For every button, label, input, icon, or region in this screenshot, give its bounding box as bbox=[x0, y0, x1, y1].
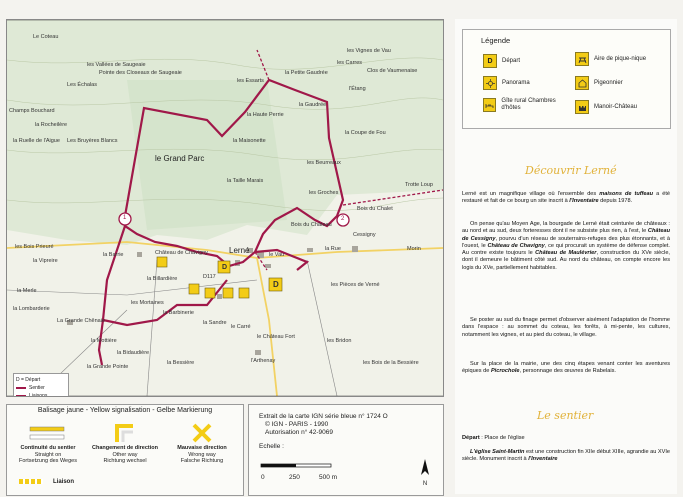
place-label: Bois du Chalet bbox=[357, 206, 393, 212]
map-legend bbox=[13, 373, 69, 397]
place-label: Bois du Château bbox=[291, 222, 332, 228]
discover-paragraph-4: Sur la place de la mairie, une des cinq étapes venant conter les aventures épiques de Picrochole, personnage des œuvres de Rabelais. bbox=[462, 361, 670, 375]
place-label: l'Étang bbox=[349, 86, 366, 92]
place-label: la Barbinerie bbox=[163, 310, 194, 316]
place-label: la Petite Gaudrée bbox=[285, 70, 328, 76]
wrong-way-sign: Mauvaise direction Wrong way Falsche Richtung bbox=[167, 421, 237, 465]
place-label: les Vignes de Vau bbox=[347, 48, 391, 54]
road-label: D117 bbox=[203, 274, 216, 280]
discover-paragraph-1: Lerné est un magnifique village où l'ensemble des maisons de tuffeau a été restauré et fait de ce bourg un site inscrit à l'Inventaire depuis 1978. bbox=[462, 191, 671, 205]
source-panel bbox=[248, 404, 444, 496]
place-label: la Merle bbox=[17, 288, 37, 294]
source-line-1: Extrait de la carte IGN série bleue n° 1724 O bbox=[259, 413, 388, 420]
place-label: la Bessière bbox=[167, 360, 195, 366]
liaison-legend: Liaison bbox=[19, 479, 74, 485]
straight-on-icon bbox=[13, 421, 83, 445]
discover-paragraph-2: On pense qu'au Moyen Age, la bourgade de Lerné était ceinturée de châteaux : au nord et au sud, deux forteresses dont il ne subsiste plus rien, à l'est, le Château de Cessigny, pourvu d'un réseau de souterrains-refuges des plus étonnants, et à l'ouest, le Château de Chavigny, ce qui procurait un système de défense complet. Au contre existe toujours le Château de Maulévrier, construction du XVe siècle, dont il demeure le bâtiment côté sud. Au nord du château, on compte encore les logis du XVe, partiellement habitables. bbox=[462, 221, 670, 271]
pigeon-house-icon bbox=[575, 76, 589, 90]
place-label: la Rocheilère bbox=[35, 122, 68, 128]
change-direction-icon bbox=[90, 421, 160, 445]
start-icon: D bbox=[483, 54, 497, 68]
place-label: les Bois de la Bessière bbox=[363, 360, 419, 366]
place-label: les Bois Prieuré bbox=[15, 244, 54, 250]
source-line-3: Autorisation n° 42-9069 bbox=[265, 429, 334, 436]
place-label: les Bridon bbox=[327, 338, 352, 344]
legend-gite-item: Gîte rural Chambres d'hôtes bbox=[483, 98, 573, 112]
legend-box bbox=[462, 29, 671, 129]
scale-tick: 0 bbox=[261, 474, 265, 481]
balisage-panel bbox=[6, 404, 244, 496]
change-direction-sign: Changement de direction Other way Richtung wechsel bbox=[90, 421, 160, 465]
place-label: Champs Bouchard bbox=[9, 108, 55, 114]
place-label: le Château Fort bbox=[257, 334, 295, 340]
legend-title: Légende bbox=[481, 36, 511, 45]
place-label: la Maisonette bbox=[233, 138, 266, 144]
legend-sentier: Sentier bbox=[16, 384, 66, 392]
place-label: les Essarts bbox=[237, 78, 264, 84]
place-label: Trotte Loup bbox=[405, 182, 433, 188]
balisage-title: Balisage jaune - Yellow signalisation - Gelbe Markierung bbox=[37, 407, 213, 414]
place-label: la Sandre bbox=[203, 320, 227, 326]
place-label: la Lombarderie bbox=[13, 306, 50, 312]
hiking-map[interactable] bbox=[6, 19, 444, 397]
place-label: la Gaudrée bbox=[299, 102, 327, 108]
scale-label: Echelle : bbox=[259, 443, 284, 450]
place-label: Clos de Vaumenaise bbox=[367, 68, 418, 74]
place-label: l'Arthenay bbox=[251, 358, 276, 364]
legend-liaisons: Liaisons bbox=[16, 392, 66, 397]
info-column bbox=[455, 19, 677, 494]
trail-heading: Le sentier bbox=[537, 409, 594, 422]
place-label: la Rue bbox=[325, 246, 341, 252]
place-label: les Mortaines bbox=[131, 300, 164, 306]
place-label: Château de Chavigny bbox=[155, 250, 208, 256]
scale-tick: 250 bbox=[289, 474, 300, 481]
legend-picnic-item: Aire de pique-nique bbox=[575, 52, 665, 66]
place-label: le Carré bbox=[231, 324, 251, 330]
place-label: le Grand Parc bbox=[155, 154, 205, 163]
place-label: Lerné bbox=[229, 246, 250, 255]
legend-panorama-item: Panorama bbox=[483, 76, 530, 90]
place-label: la Grande Pointe bbox=[87, 364, 129, 370]
castle-icon bbox=[575, 100, 589, 114]
trail-church-text: L'église Saint-Martin est une construction fin XIIe début XIIIe, agrandie au XVIe siècle. Monument inscrit à l'Inventaire bbox=[462, 449, 671, 463]
legend-depart-item: D Départ bbox=[483, 54, 520, 68]
discover-heading: Découvrir Lerné bbox=[525, 164, 617, 177]
place-label: la Bidaudière bbox=[117, 350, 150, 356]
place-label: La Grande Chênaie bbox=[57, 318, 106, 324]
place-label: Les Échalas bbox=[67, 82, 97, 88]
place-label: les Groches bbox=[309, 190, 339, 196]
place-label: la Haute Perrie bbox=[247, 112, 284, 118]
place-label: la Taille Marais bbox=[227, 178, 264, 184]
waypoint-1[interactable]: 1 bbox=[123, 215, 127, 221]
place-label: la Billardière bbox=[147, 276, 178, 282]
start-marker[interactable]: D bbox=[222, 264, 228, 271]
place-label: le Vau bbox=[269, 252, 285, 258]
legend-depart: D = Départ bbox=[16, 377, 41, 383]
trail-start-line: Départ : Place de l'église bbox=[462, 435, 525, 441]
waypoint-2[interactable]: 2 bbox=[341, 216, 345, 222]
panorama-icon bbox=[483, 76, 497, 90]
source-line-2: © IGN - PARIS - 1990 bbox=[265, 421, 329, 428]
place-label: les Vallées de Saugeaie bbox=[87, 62, 146, 68]
start-marker-2[interactable]: D bbox=[273, 280, 279, 289]
place-label: Morin bbox=[407, 246, 421, 252]
legend-pigeonnier-item: Pigeonnier bbox=[575, 76, 623, 90]
scale-tick: 500 m bbox=[319, 474, 338, 481]
place-label: la Vipreire bbox=[33, 258, 58, 264]
wrong-way-icon bbox=[167, 421, 237, 445]
picnic-table-icon bbox=[575, 52, 589, 66]
place-label: les Carres bbox=[337, 60, 363, 66]
place-label: Les Bruyères Blancs bbox=[67, 138, 118, 144]
place-label: la Mottière bbox=[91, 338, 117, 344]
place-label: Pointe des Closeaux de Saugeaie bbox=[99, 70, 182, 76]
place-label: les Beurreaux bbox=[307, 160, 341, 166]
legend-manoir-item: Manoir-Château bbox=[575, 100, 637, 114]
bed-icon bbox=[483, 98, 496, 112]
straight-on-sign: Continuité du sentier Straight on Fortsetzung des Weges bbox=[13, 421, 83, 465]
place-label: les Pièces de Verné bbox=[331, 282, 380, 288]
place-label: la Coupe de Fou bbox=[345, 130, 386, 136]
place-label: Le Coteau bbox=[33, 34, 59, 40]
discover-paragraph-3: Se poster au sud du finage permet d'observer aisément l'adaptation de l'homme dans l'espace : au sommet du coteau, les forêts, à mi-pente, les cultures, notamment les vignes, et au pied du coteau, le village. bbox=[462, 317, 670, 338]
scale-bar bbox=[259, 457, 389, 487]
place-label: Cessigny bbox=[353, 232, 376, 238]
north-arrow-icon: N bbox=[419, 457, 431, 487]
place-label: la Barrie bbox=[103, 252, 124, 258]
liaison-icon bbox=[19, 479, 43, 484]
place-label: la Ruelle de l'Aigue bbox=[13, 138, 60, 144]
